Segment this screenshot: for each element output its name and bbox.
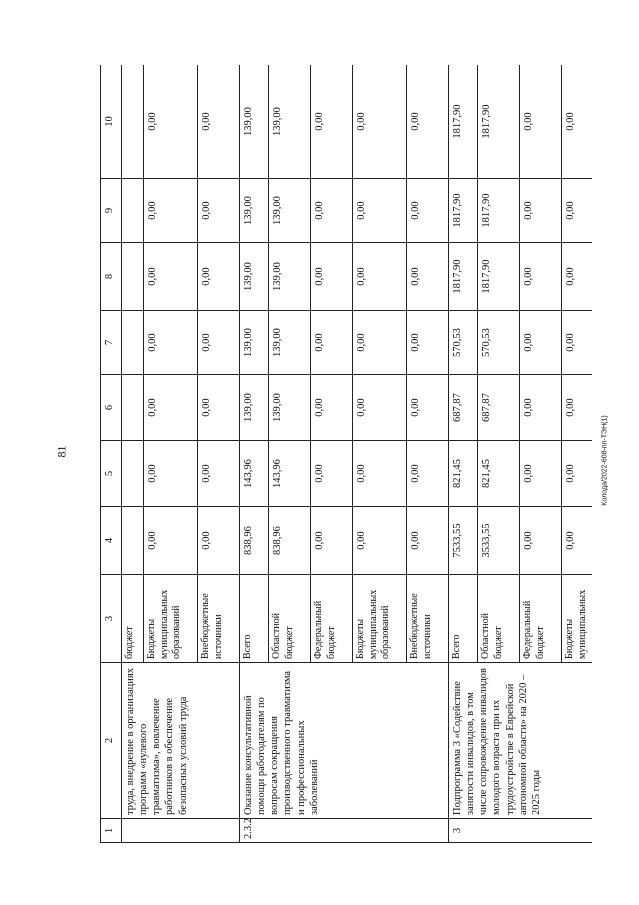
value-cell: 0,00	[353, 179, 407, 243]
value-cell: 0,00	[198, 243, 240, 311]
funding-source: Всего	[449, 575, 478, 663]
funding-source: бюджет	[122, 575, 144, 663]
funding-source: Федеральный бюджет	[520, 575, 562, 663]
value-cell: 3533,55	[478, 507, 520, 575]
value-cell: 1817,90	[478, 243, 520, 311]
value-cell: 0,00	[353, 507, 407, 575]
value-cell: 1817,90	[449, 179, 478, 243]
funding-source: Бюджеты муниципальных образований	[144, 575, 198, 663]
value-cell: 0,00	[311, 441, 353, 507]
header-cell: 5	[101, 441, 122, 507]
value-cell: 143,96	[269, 441, 311, 507]
program-name: Подпрограмма 3 «Содействие занятости инвалидов, в том числе сопровождение инвалидов молодого возраста при их трудоустройстве в Еврейской автономной области» на 2020 – 2025 годы	[449, 663, 593, 819]
value-cell: 0,00	[520, 65, 562, 179]
header-cell: 9	[101, 179, 122, 243]
header-cell: 8	[101, 243, 122, 311]
value-cell: 0,00	[311, 179, 353, 243]
value-cell: 0,00	[144, 179, 198, 243]
row-id: 2.3.2	[240, 819, 449, 843]
value-cell: 0,00	[407, 311, 449, 375]
value-cell: 0,00	[407, 243, 449, 311]
value-cell: 0,00	[353, 311, 407, 375]
value-cell: 0,00	[198, 441, 240, 507]
funding-source: Внебюджетные источники	[407, 575, 449, 663]
value-cell: 0,00	[562, 507, 593, 575]
value-cell	[122, 441, 144, 507]
value-cell: 139,00	[240, 375, 269, 441]
funding-source: Федеральный бюджет	[311, 575, 353, 663]
value-cell	[122, 507, 144, 575]
value-cell: 0,00	[144, 311, 198, 375]
value-cell: 0,00	[520, 507, 562, 575]
value-cell: 139,00	[269, 179, 311, 243]
value-cell: 0,00	[407, 65, 449, 179]
funding-source: Внебюджетные источники	[198, 575, 240, 663]
row-id	[122, 819, 240, 843]
value-cell: 1817,90	[449, 65, 478, 179]
value-cell: 0,00	[353, 441, 407, 507]
value-cell: 0,00	[311, 243, 353, 311]
value-cell: 143,96	[240, 441, 269, 507]
value-cell: 1817,90	[478, 179, 520, 243]
value-cell: 0,00	[311, 65, 353, 179]
value-cell	[122, 375, 144, 441]
program-name: Оказание консультативной помощи работодателям по вопросам сокращения производственного травматизма и профессиональных заболеваний	[240, 663, 449, 819]
value-cell: 0,00	[562, 179, 593, 243]
header-cell: 6	[101, 375, 122, 441]
header-row	[101, 65, 122, 843]
header-cell: 10	[101, 65, 122, 179]
funding-source: Бюджеты муниципальных образований	[353, 575, 407, 663]
value-cell: 0,00	[407, 375, 449, 441]
table-row	[240, 65, 269, 843]
value-cell: 0,00	[562, 375, 593, 441]
value-cell: 139,00	[269, 65, 311, 179]
value-cell: 570,53	[478, 311, 520, 375]
value-cell: 821,45	[478, 441, 520, 507]
value-cell: 687,87	[449, 375, 478, 441]
value-cell: 0,00	[353, 243, 407, 311]
value-cell: 0,00	[311, 311, 353, 375]
header-cell: 3	[101, 575, 122, 663]
value-cell: 0,00	[407, 179, 449, 243]
header-cell: 7	[101, 311, 122, 375]
header-cell: 1	[101, 819, 122, 843]
value-cell: 139,00	[240, 311, 269, 375]
value-cell: 0,00	[407, 507, 449, 575]
value-cell: 139,00	[240, 179, 269, 243]
value-cell: 0,00	[198, 311, 240, 375]
value-cell: 1817,90	[449, 243, 478, 311]
value-cell: 0,00	[311, 375, 353, 441]
rotated-table-area	[100, 65, 592, 843]
value-cell: 0,00	[562, 441, 593, 507]
value-cell: 0,00	[562, 311, 593, 375]
value-cell	[122, 65, 144, 179]
value-cell: 0,00	[311, 507, 353, 575]
value-cell: 0,00	[198, 65, 240, 179]
value-cell: 821,45	[449, 441, 478, 507]
header-cell: 4	[101, 507, 122, 575]
value-cell: 0,00	[520, 375, 562, 441]
value-cell	[122, 179, 144, 243]
value-cell: 0,00	[520, 179, 562, 243]
funding-source: Областной бюджет	[478, 575, 520, 663]
value-cell: 139,00	[269, 243, 311, 311]
value-cell: 0,00	[144, 507, 198, 575]
value-cell: 0,00	[407, 441, 449, 507]
value-cell: 0,00	[144, 441, 198, 507]
value-cell: 7533,55	[449, 507, 478, 575]
funding-source: Всего	[240, 575, 269, 663]
value-cell: 0,00	[520, 243, 562, 311]
header-cell: 2	[101, 663, 122, 819]
value-cell: 0,00	[198, 179, 240, 243]
value-cell: 687,87	[478, 375, 520, 441]
value-cell: 0,00	[198, 375, 240, 441]
value-cell: 0,00	[144, 65, 198, 179]
budget-table	[100, 65, 592, 843]
funding-source: Областной бюджет	[269, 575, 311, 663]
value-cell	[122, 311, 144, 375]
value-cell: 139,00	[269, 311, 311, 375]
value-cell	[122, 243, 144, 311]
value-cell: 0,00	[353, 65, 407, 179]
table-row	[122, 65, 144, 843]
value-cell: 0,00	[353, 375, 407, 441]
value-cell: 838,96	[240, 507, 269, 575]
value-cell: 139,00	[240, 243, 269, 311]
table-row	[449, 65, 478, 843]
value-cell: 139,00	[269, 375, 311, 441]
value-cell: 838,96	[269, 507, 311, 575]
value-cell: 570,53	[449, 311, 478, 375]
value-cell: 0,00	[562, 65, 593, 179]
value-cell: 0,00	[144, 243, 198, 311]
document-code: Колода/2022-608-пп-ТЭН(1)	[601, 414, 609, 506]
funding-source: Бюджеты муниципальных	[562, 575, 593, 663]
value-cell: 0,00	[144, 375, 198, 441]
value-cell: 1817,90	[478, 65, 520, 179]
value-cell: 0,00	[520, 441, 562, 507]
program-name: труда, внедрение в организациях программ «нулевого травматизма», вовлечение работников в обеспечение безопасных условий труда	[122, 663, 240, 819]
value-cell: 0,00	[520, 311, 562, 375]
value-cell: 0,00	[562, 243, 593, 311]
page-number: 81	[54, 445, 69, 457]
row-id: 3	[449, 819, 593, 843]
value-cell: 0,00	[198, 507, 240, 575]
value-cell: 139,00	[240, 65, 269, 179]
